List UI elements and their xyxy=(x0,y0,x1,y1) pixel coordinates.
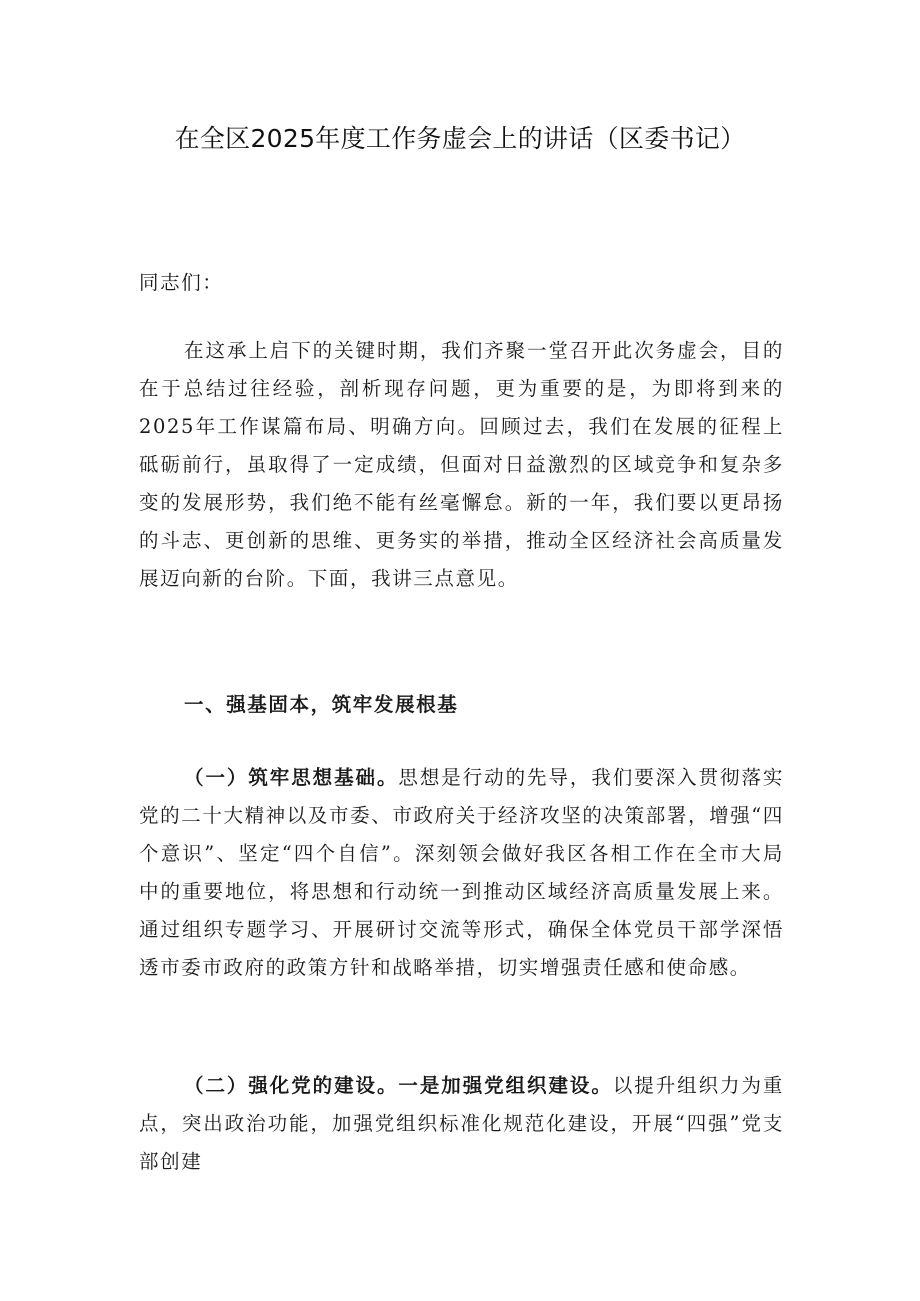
subsection-1-text: 思想是行动的先导，我们要深入贯彻落实党的二十大精神以及市委、市政府关于经济攻坚的决策部署，增强“四个意识”、坚定“四个自信”。深刻领会做好我区各相工作在全市大局中的重要地位，将思想和行动统一到推动区域经济高质量发展上来。通过组织专题学习、开展研讨交流等形式，确保全体党员干部学深悟透市委市政府的政策方针和战略举措，切实增强责任感和使命感。 xyxy=(139,766,784,979)
intro-paragraph: 在这承上启下的关键时期，我们齐聚一堂召开此次务虚会，目的在于总结过往经验，剖析现存问题，更为重要的是，为即将到来的2025年工作谋篇布局、明确方向。回顾过去，我们在发展的征程上砥砺前行，虽取得了一定成绩，但面对日益激烈的区域竞争和复杂多变的发展形势，我们绝不能有丝毫懈怠。新的一年，我们要以更昂扬的斗志、更创新的思维、更务实的举措，推动全区经济社会高质量发展迈向新的台阶。下面，我讲三点意见。 xyxy=(139,339,784,590)
subsection-2-lead: （二）强化党的建设。 xyxy=(184,1074,399,1097)
subsection-2-text: 以提升组织力为重点，突出政治功能，加强党组织标准化规范化建设，开展“四强”党支部创建 xyxy=(139,1074,784,1173)
section-heading-1: 一、强基固本，筑牢发展根基 xyxy=(184,693,459,716)
document-title: 在全区2025年度工作务虚会上的讲话（区委书记） xyxy=(174,124,746,153)
subsection-1-lead: （一）筑牢思想基础。 xyxy=(184,766,399,789)
salutation: 同志们： xyxy=(139,271,224,294)
subsection-1-paragraph xyxy=(139,759,784,987)
subsection-2-sublead: 一是加强党组织建设。 xyxy=(398,1074,613,1097)
subsection-2-paragraph xyxy=(139,1067,784,1181)
